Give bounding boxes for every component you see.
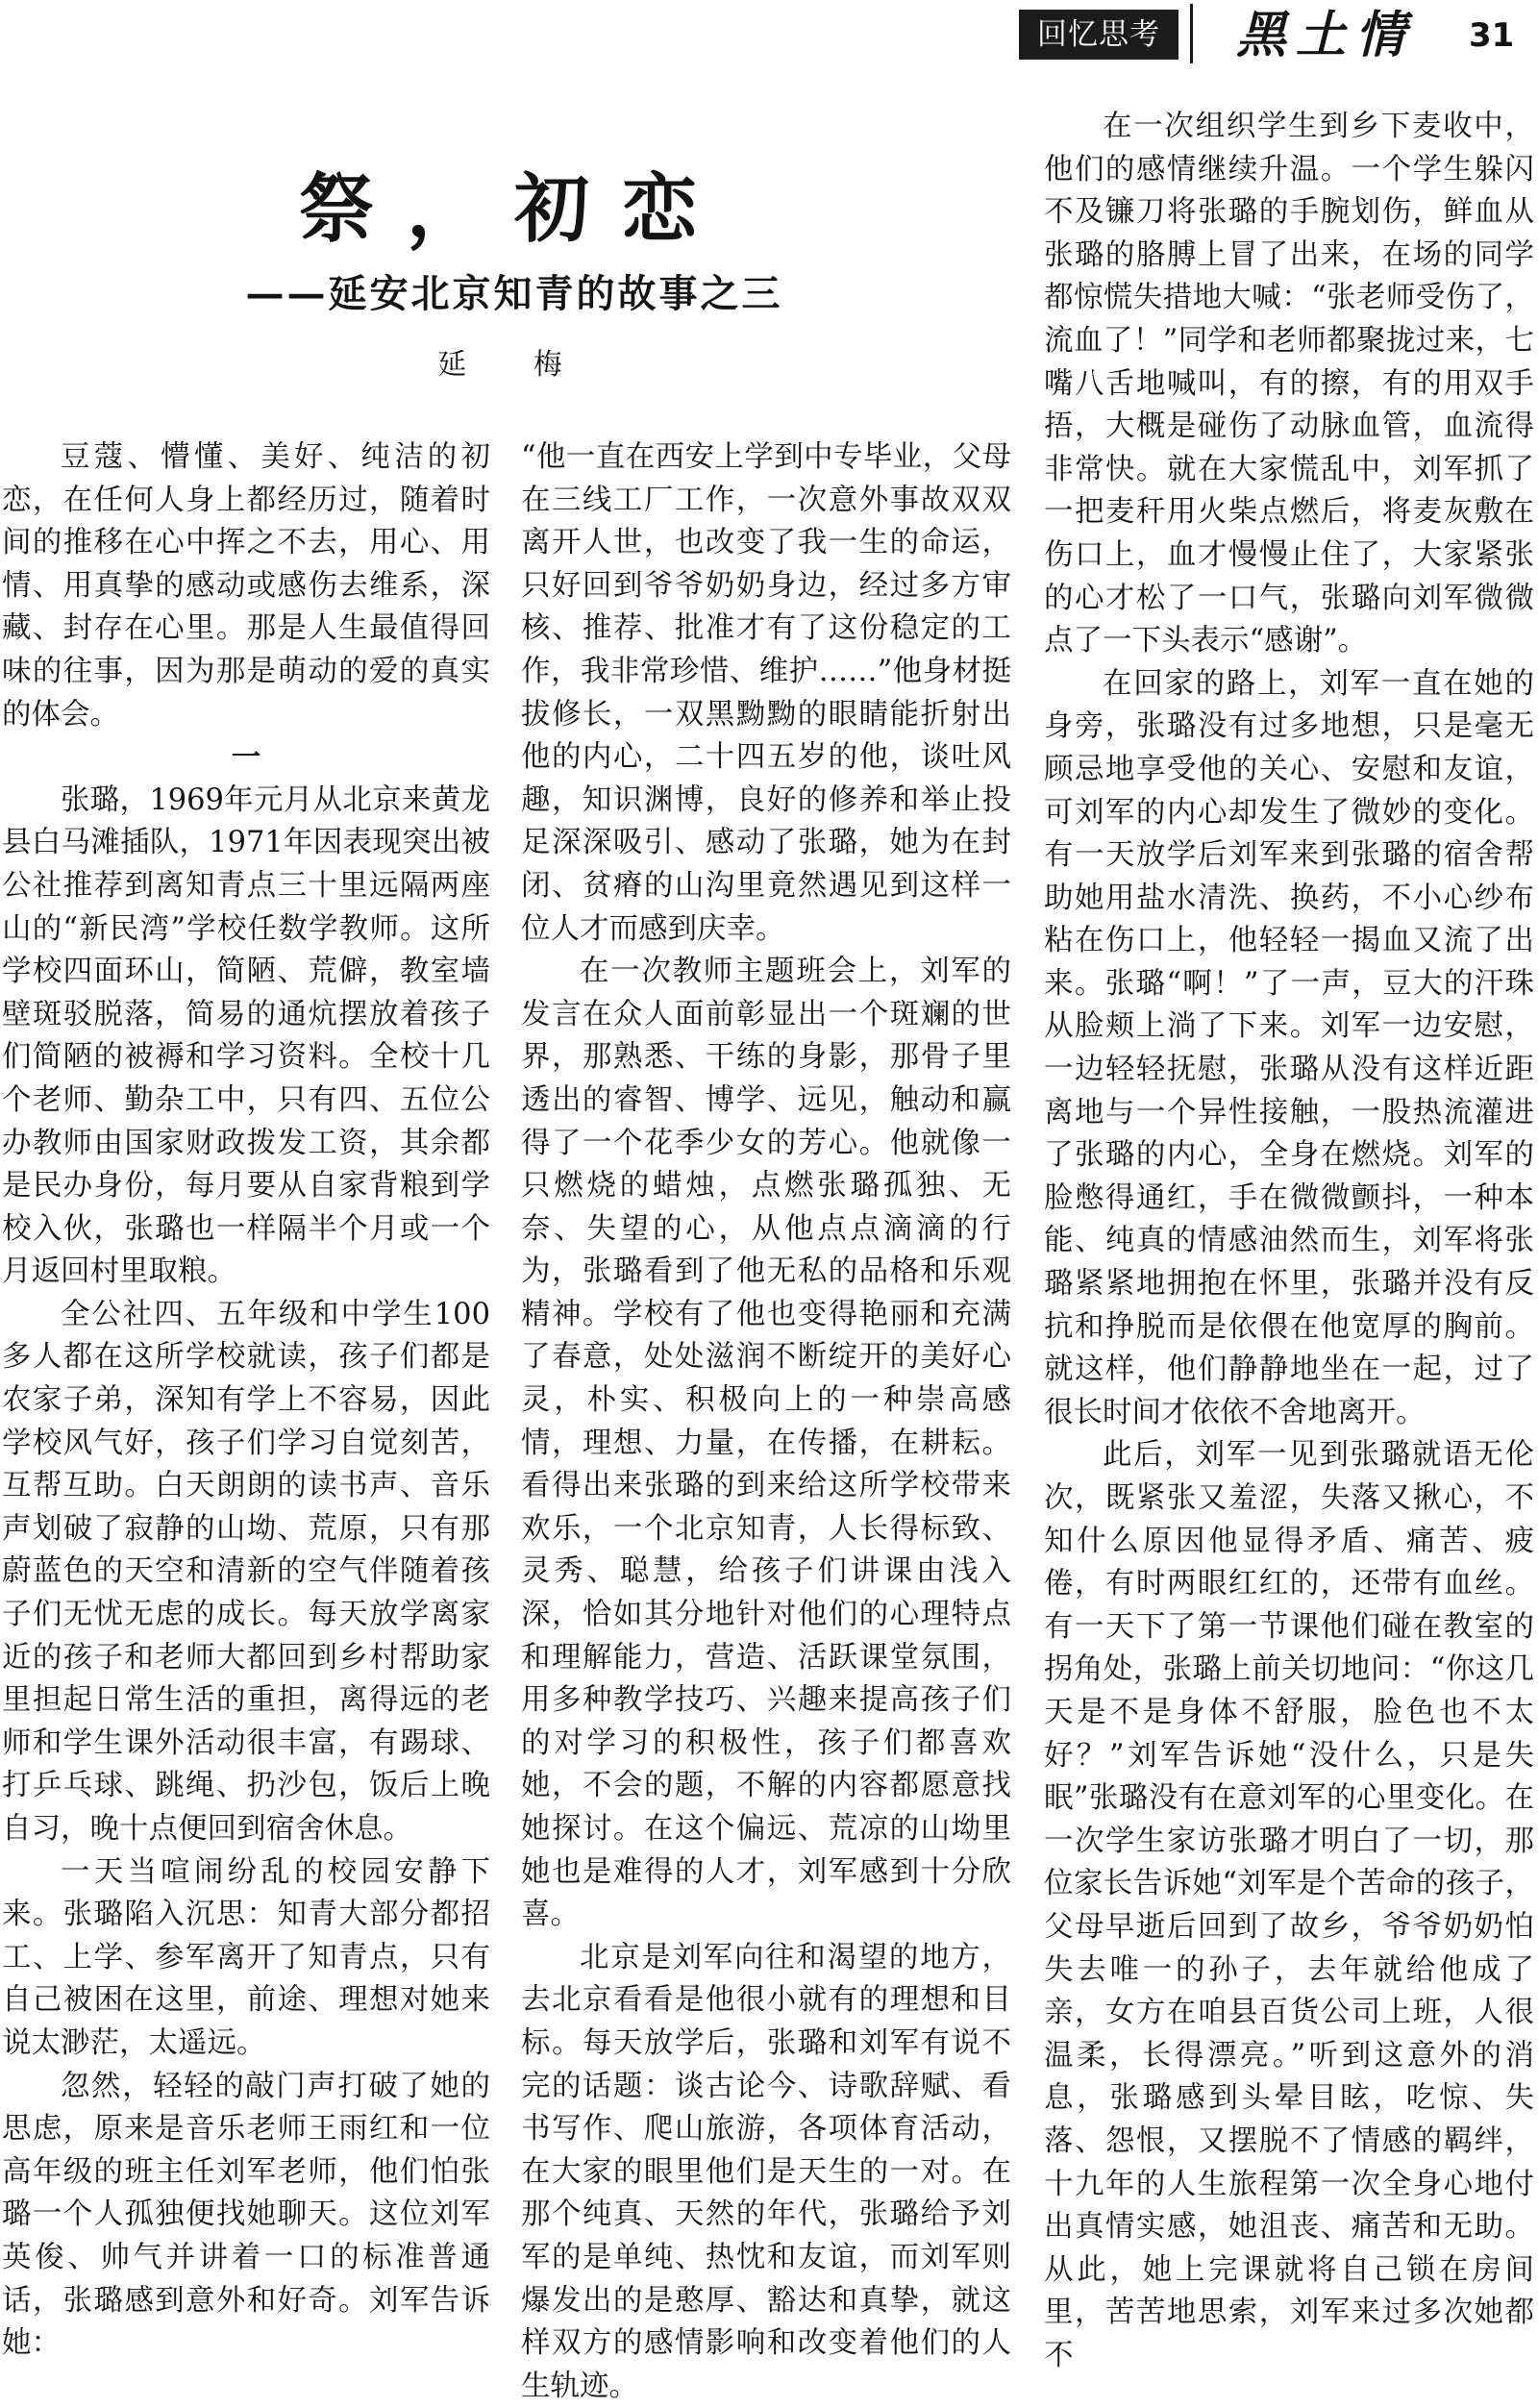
paragraph: 在一次教师主题班会上，刘军的发言在众人面前彰显出一个斑斓的世界，那熟悉、干练的身影，那骨子里透出的睿智、博学、远见，触动和赢得了一个花季少女的芳心。他就像一只燃烧的蜡烛，点燃张璐孤独、无奈、失望的心，从他点点滴滴的行为，张璐看到了他无私的品格和乐观精神。学校有了他也变得艳丽和充满了春意，处处滋润不断绽开的美好心灵，朴实、积极向上的一种崇高感情，理想、力量，在传播，在耕耘。看得出来张璐的到来给这所学校带来欢乐，一个北京知青，人长得标致、灵秀、聪慧，给孩子们讲课由浅入深，恰如其分地针对他们的心理特点和理解能力，营造、活跃课堂氛围，用多种教学技巧、兴趣来提高孩子们的对学习的积极性，孩子们都喜欢她，不会的题，不解的内容都愿意找她探讨。在这个偏远、荒凉的山坳里她也是难得的人才，刘军感到十分欣喜。 bbox=[521, 955, 1011, 1932]
paragraph: 忽然，轻轻的敲门声打破了她的思虑，原来是音乐老师王雨红和一位高年级的班主任刘军老师，他们怕张璐一个人孤独便找她聊天。这位刘军英俊、帅气并讲着一口的标准普通话，张璐感到意外和好奇。刘军告诉她： bbox=[2, 2069, 490, 2361]
publication-name: 黑土情 bbox=[1236, 6, 1416, 64]
paragraph: 全公社四、五年级和中学生100多人都在这所学校就读，孩子们都是农家子弟，深知有学上不容易，因此学校风气好，孩子们学习自觉刻苦，互帮互助。白天朗朗的读书声、音乐声划破了寂静的山坳、荒原，只有那蔚蓝色的天空和清新的空气伴随着孩子们无忧无虑的成长。每天放学离家近的孩子和老师大都回到乡村帮助家里担起日常生活的重担，离得远的老师和学生课外活动很丰富，有踢球、打乒乓球、跳绳、扔沙包，饭后上晚自习，晚十点便回到宿舍休息。 bbox=[2, 1297, 490, 1846]
page-header bbox=[0, 0, 1538, 75]
paragraph: “他一直在西安上学到中专毕业，父母在三线工厂工作，一次意外事故双双离开人世，也改变了我一生的命运，只好回到爷爷奶奶身边，经过多方审核、推荐、批准才有了这份稳定的工作，我非常珍惜、维护……”他身材挺拔修长，一双黑黝黝的眼睛能折射出他的内心，二十四五岁的他，谈吐风趣，知识渊博，良好的修养和举止投足深深吸引、感动了张璐，她为在封闭、贫瘠的山沟里竟然遇见到这样一位人才而感到庆幸。 bbox=[521, 440, 1011, 946]
paragraph: 一天当喧闹纷乱的校园安静下来。张璐陷入沉思：知青大部分都招工、上学、参军离开了知青点，只有自己被困在这里，前途、理想对她来说太渺茫，太遥远。 bbox=[2, 1854, 490, 2060]
article-title: 祭，初恋 bbox=[298, 165, 730, 253]
paragraph: 在一次组织学生到乡下麦收中，他们的感情继续升温。一个学生躲闪不及镰刀将张璐的手腕划伤，鲜血从张璐的胳膊上冒了出来，在场的同学都惊慌失措地大喊：“张老师受伤了，流血了！”同学和老师都聚拢过来，七嘴八舌地喊叫，有的擦，有的用双手捂，大概是碰伤了动脉血管，血流得非常快。就在大家慌乱中，刘军抓了一把麦秆用火柴点燃后，将麦灰敷在伤口上，血才慢慢止住了，大家紧张的心才松了一口气，张璐向刘军微微点了一下头表示“感谢”。 bbox=[1044, 110, 1534, 658]
article-subtitle: ——延安北京知青的故事之三 bbox=[245, 271, 783, 316]
page-number: 31 bbox=[1469, 16, 1515, 55]
paragraph: 豆蔻、懵懂、美好、纯洁的初恋，在任何人身上都经历过，随着时间的推移在心中挥之不去，用心、用情、用真挚的感动或感伤去维系，深藏、封存在心里。那是人生最值得回味的往事，因为那是萌动的爱的真实的体会。 bbox=[2, 440, 490, 732]
paragraph: 北京是刘军向往和渴望的地方，去北京看看是他很小就有的理想和目标。每天放学后，张璐和刘军有说不完的话题：谈古论今、诗歌辞赋、看书写作、爬山旅游，各项体育活动，在大家的眼里他们是天生的一对。在那个纯真、天然的年代，张璐给予刘军的是单纯、热忱和友谊，而刘军则爆发出的是憨厚、豁达和真挚，就这样双方的感情影响和改变着他们的人生轨迹。 bbox=[521, 1940, 1011, 2403]
text-column-3 bbox=[1044, 106, 1534, 2377]
article-author: 延 梅 bbox=[437, 348, 591, 382]
section-tag: 回忆思考 bbox=[1019, 10, 1178, 60]
paragraph: 张璐，1969年元月从北京来黄龙县白马滩插队，1971年因表现突出被公社推荐到离知青点三十里远隔两座山的“新民湾”学校任数学教师。这所学校四面环山，简陋、荒僻，教室墙壁斑驳脱落，简易的通炕摆放着孩子们简陋的被褥和学习资料。全校十几个老师、勤杂工中，只有四、五位公办教师由国家财政拨发工资，其余都是民办身份，每月要从自家背粮到学校入伙，张璐也一样隔半个月或一个月返回村里取粮。 bbox=[2, 782, 490, 1289]
text-column-2 bbox=[521, 436, 1011, 2408]
text-column-1 bbox=[2, 436, 490, 2366]
paragraph: 在回家的路上，刘军一直在她的身旁，张璐没有过多地想，只是毫无顾忌地享受他的关心、安慰和友谊，可刘军的内心却发生了微妙的变化。有一天放学后刘军来到张璐的宿舍帮助她用盐水清洗、换药，不小心纱布粘在伤口上，他轻轻一揭血又流了出来。张璐“啊！”了一声，豆大的汗珠从脸颊上淌了下来。刘军一边安慰，一边轻轻抚慰，张璐从没有这样近距离地与一个异性接触，一股热流灌进了张璐的内心，全身在燃烧。刘军的脸憋得通红，手在微微颤抖，一种本能、纯真的情感油然而生，刘军将张璐紧紧地拥抱在怀里，张璐并没有反抗和挣脱而是依偎在他宽厚的胸前。就这样，他们静静地坐在一起，过了很长时间才依依不舍地离开。 bbox=[1044, 666, 1534, 1429]
section-mark: 一 bbox=[231, 740, 261, 776]
header-divider bbox=[1190, 4, 1193, 63]
paragraph: 此后，刘军一见到张璐就语无伦次，既紧张又羞涩，失落又揪心，不知什么原因他显得矛盾、痛苦、疲倦，有时两眼红红的，还带有血丝。有一天下了第一节课他们碰在教室的拐角处，张璐上前关切地问：“你这几天是不是身体不舒服，脸色也不太好？”刘军告诉她“没什么，只是失眠”张璐没有在意刘军的心里变化。在一次学生家访张璐才明白了一切，那位家长告诉她“刘军是个苦命的孩子，父母早逝后回到了故乡，爷爷奶奶怕失去唯一的孙子，去年就给他成了亲，女方在咱县百货公司上班，人很温柔，长得漂亮。”听到这意外的消息，张璐感到头晕目眩，吃惊、失落、怨恨，又摆脱不了情感的羁绊，十九年的人生旅程第一次全身心地付出真情实感，她沮丧、痛苦和无助。从此，她上完课就将自己锁在房间里，苦苦地思索，刘军来过多次她都不 bbox=[1044, 1438, 1534, 2372]
